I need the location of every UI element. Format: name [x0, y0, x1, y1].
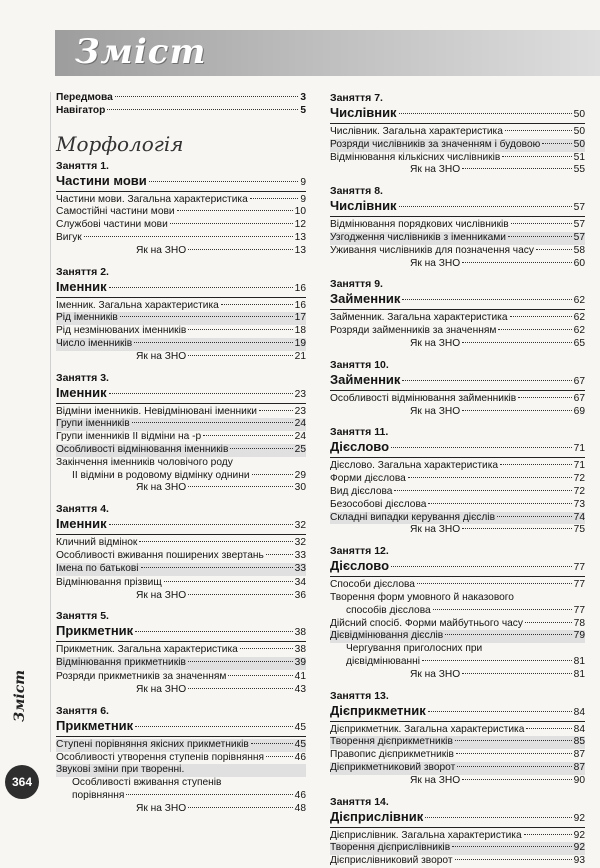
lesson-label: Заняття 1.: [56, 159, 109, 172]
toc-entry-line[interactable]: Чергування приголосних при: [346, 643, 483, 655]
toc-entry[interactable]: Займенник. Загальна характеристика 62: [330, 312, 585, 324]
lesson-topic[interactable]: Дієслово 71: [330, 439, 585, 458]
contents-banner: [55, 30, 600, 76]
toc-entry-zno[interactable]: Як на ЗНО 65: [410, 337, 585, 349]
toc-entry[interactable]: Форми дієслова 72: [330, 473, 585, 485]
toc-entry[interactable]: Рід іменників 17: [56, 312, 306, 324]
lesson-label: Заняття 5.: [56, 610, 109, 623]
toc-entry-zno[interactable]: Як на ЗНО 13: [136, 244, 306, 256]
lesson-topic[interactable]: Займенник 67: [330, 372, 585, 391]
toc-entry-zno[interactable]: Як на ЗНО 69: [410, 405, 585, 417]
page-number-badge: 364: [5, 765, 39, 799]
toc-entry-zno[interactable]: Як на ЗНО 30: [136, 482, 306, 494]
toc-entry-zno[interactable]: Як на ЗНО 81: [410, 668, 585, 680]
toc-entry[interactable]: Розряди числівників за значенням і будовою 50: [330, 138, 585, 150]
lesson-label: Заняття 11.: [330, 426, 389, 439]
toc-entry[interactable]: Узгодження числівників з іменниками 57: [330, 231, 585, 243]
contents-title: Зміст: [75, 32, 207, 72]
toc-entry-zno[interactable]: Як на ЗНО 43: [136, 683, 306, 695]
toc-entry[interactable]: Дієвідмінювання дієслів 79: [330, 630, 585, 642]
toc-entry[interactable]: Вид дієслова 72: [330, 485, 585, 497]
toc-entry-zno[interactable]: Як на ЗНО 21: [136, 350, 306, 362]
lesson-label: Заняття 6.: [56, 704, 109, 717]
toc-entry-zno[interactable]: Як на ЗНО 55: [410, 164, 585, 176]
toc-entry[interactable]: порівняння 46: [72, 789, 306, 801]
toc-entry[interactable]: Складні випадки керування дієслів 74: [330, 511, 585, 523]
lesson-topic[interactable]: Прикметник 38: [56, 623, 306, 642]
toc-entry[interactable]: Самостійні частини мови 10: [56, 206, 306, 218]
toc-entry[interactable]: дієвідмінюванні 81: [346, 655, 585, 667]
toc-entry[interactable]: Особливості вживання поширених звертань 33: [56, 549, 306, 561]
section-title: Морфологія: [56, 131, 184, 156]
lesson-topic[interactable]: Дієприкметник 84: [330, 703, 585, 722]
lesson-topic[interactable]: Іменник 32: [56, 516, 306, 535]
side-rule: [50, 92, 51, 752]
toc-entry[interactable]: Способи дієслова 77: [330, 579, 585, 591]
lesson-label: Заняття 12.: [330, 545, 389, 558]
toc-entry[interactable]: Іменник. Загальна характеристика 16: [56, 299, 306, 311]
toc-entry[interactable]: Дієприкметниковий зворот 87: [330, 761, 585, 773]
toc-entry[interactable]: Творення дієприслівників 92: [330, 842, 585, 854]
toc-entry[interactable]: Дієприслівниковий зворот 93: [330, 855, 585, 867]
toc-entry[interactable]: Прикметник. Загальна характеристика 38: [56, 644, 306, 656]
toc-entry-navigator[interactable]: Навігатор 5: [56, 104, 306, 116]
lesson-topic[interactable]: Іменник 23: [56, 385, 306, 404]
toc-entry[interactable]: Дієслово. Загальна характеристика 71: [330, 460, 585, 472]
toc-entry[interactable]: Групи іменників 24: [56, 418, 306, 430]
lesson-label: Заняття 9.: [330, 278, 383, 291]
toc-entry[interactable]: Відмінювання кількісних числівників 51: [330, 151, 585, 163]
toc-entry-zno[interactable]: Як на ЗНО 60: [410, 257, 585, 269]
toc-entry-zno[interactable]: Як на ЗНО 48: [136, 802, 306, 814]
lesson-label: Заняття 8.: [330, 185, 383, 198]
toc-entry[interactable]: Групи іменників ІІ відміни на -р 24: [56, 431, 306, 443]
toc-entry[interactable]: Безособові дієслова 73: [330, 498, 585, 510]
toc-entry[interactable]: Ступені порівняння якісних прикметників 45: [56, 738, 306, 750]
toc-entry[interactable]: Дієприслівник. Загальна характеристика 92: [330, 829, 585, 841]
lesson-topic[interactable]: Прикметник 45: [56, 718, 306, 737]
lesson-topic[interactable]: Іменник 16: [56, 279, 306, 298]
toc-entry[interactable]: Дієприкметник. Загальна характеристика 84: [330, 723, 585, 735]
toc-entry[interactable]: Розряди прикметників за значенням 41: [56, 670, 306, 682]
toc-entry[interactable]: Відмінювання прізвищ 34: [56, 576, 306, 588]
right-column: [330, 92, 585, 868]
lesson-label: Заняття 4.: [56, 503, 109, 516]
toc-entry[interactable]: ІІ відміни в родовому відмінку однини 29: [72, 469, 306, 481]
toc-entry-zno[interactable]: Як на ЗНО 90: [410, 774, 585, 786]
toc-entry-line[interactable]: Творення форм умовного й наказового: [330, 591, 514, 603]
toc-entry[interactable]: Правопис дієприкметників 87: [330, 749, 585, 761]
toc-entry-line[interactable]: Закінчення іменників чоловічого роду: [56, 456, 233, 468]
toc-entry-line[interactable]: Звукові зміни при творенні.: [56, 764, 306, 777]
lesson-topic[interactable]: Дієприслівник 92: [330, 809, 585, 828]
toc-entry[interactable]: Особливості утворення ступенів порівняння 46: [56, 751, 306, 763]
toc-entry[interactable]: Службові частини мови 12: [56, 219, 306, 231]
toc-entry[interactable]: Вигук 13: [56, 231, 306, 243]
toc-entry[interactable]: Кличний відмінок 32: [56, 537, 306, 549]
toc-entry[interactable]: Особливості відмінювання займенників 67: [330, 392, 585, 404]
toc-entry[interactable]: Дійсний спосіб. Форми майбутнього часу 78: [330, 617, 585, 629]
toc-entry-zno[interactable]: Як на ЗНО 75: [410, 524, 585, 536]
toc-entry[interactable]: Рід незмінюваних іменників 18: [56, 325, 306, 337]
lesson-label: Заняття 13.: [330, 689, 389, 702]
toc-entry[interactable]: Розряди займенників за значенням 62: [330, 325, 585, 337]
toc-entry[interactable]: Відмінювання прикметників 39: [56, 657, 306, 669]
left-column: [56, 92, 306, 816]
toc-entry[interactable]: Відміни іменників. Невідмінювані іменники 23: [56, 405, 306, 417]
toc-entry-preface[interactable]: Передмова 3: [56, 92, 306, 103]
lesson-topic[interactable]: Займенник 62: [330, 291, 585, 310]
toc-entry[interactable]: Частини мови. Загальна характеристика 9: [56, 193, 306, 205]
toc-entry[interactable]: Уживання числівників для позначення часу 58: [330, 244, 585, 256]
toc-entry[interactable]: Числівник. Загальна характеристика 50: [330, 126, 585, 137]
vertical-section-label: Зміст: [12, 669, 28, 722]
lesson-label: Заняття 7.: [330, 92, 383, 104]
lesson-topic[interactable]: Дієслово 77: [330, 558, 585, 577]
toc-entry[interactable]: Особливості відмінювання іменників 25: [56, 443, 306, 455]
lesson-topic[interactable]: Числівник 50: [330, 105, 585, 124]
lesson-label: Заняття 2.: [56, 265, 109, 278]
toc-entry-zno[interactable]: Як на ЗНО 36: [136, 589, 306, 601]
lesson-topic[interactable]: Частини мови 9: [56, 173, 306, 192]
toc-entry-line[interactable]: Особливості вживання ступенів: [72, 777, 222, 789]
toc-entry[interactable]: Імена по батькові 33: [56, 562, 306, 574]
toc-entry[interactable]: Творення дієприкметників 85: [330, 736, 585, 748]
lesson-label: Заняття 14.: [330, 795, 389, 808]
toc-entry[interactable]: Число іменників 19: [56, 337, 306, 349]
toc-entry[interactable]: способів дієслова 77: [346, 604, 585, 616]
lesson-label: Заняття 3.: [56, 371, 109, 384]
lesson-label: Заняття 10.: [330, 358, 389, 371]
toc-entry[interactable]: Відмінювання порядкових числівників 57: [330, 219, 585, 231]
lesson-topic[interactable]: Числівник 57: [330, 198, 585, 217]
